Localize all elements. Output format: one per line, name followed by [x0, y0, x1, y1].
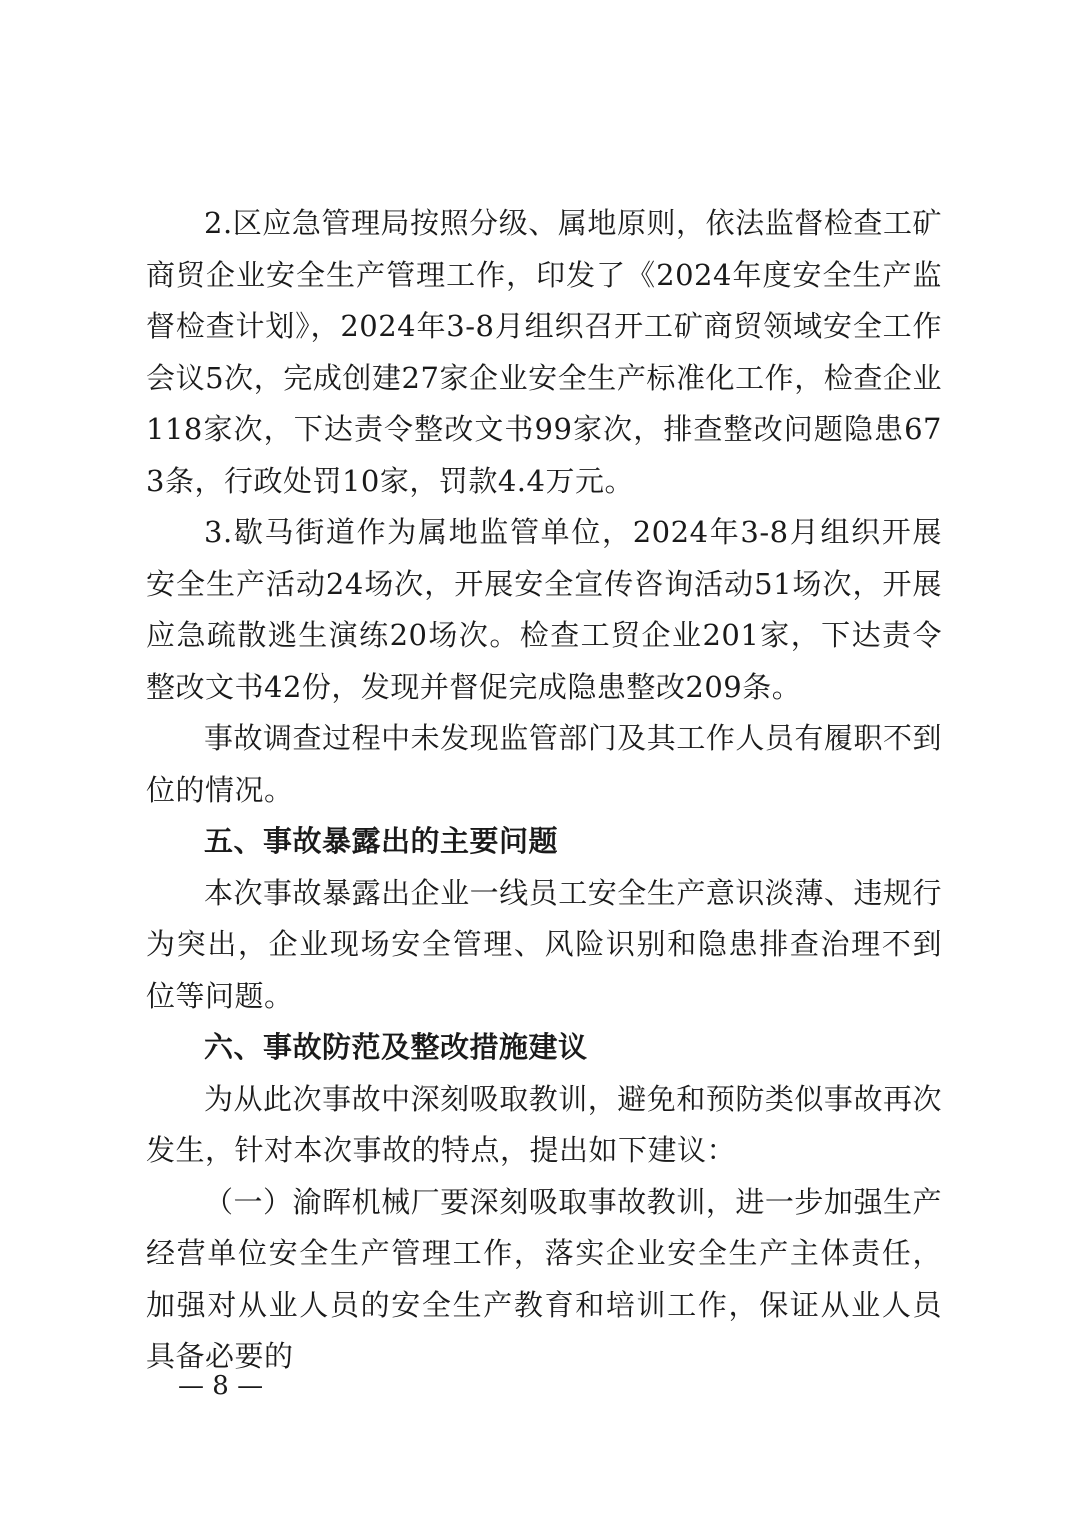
paragraph-suggestions-intro: 为从此次事故中深刻吸取教训，避免和预防类似事故再次发生，针对本次事故的特点，提出如下建议： — [146, 1081, 942, 1167]
section-heading-prevention-measures: 六、事故防范及整改措施建议 — [204, 1030, 588, 1064]
document-body — [146, 198, 942, 1383]
page-number: — 8 — — [178, 1371, 264, 1401]
section-heading-main-problems: 五、事故暴露出的主要问题 — [204, 824, 559, 858]
paragraph-exposed-problems: 本次事故暴露出企业一线员工安全生产意识淡薄、违规行为突出，企业现场安全管理、风险识别和隐患排查治理不到位等问题。 — [146, 875, 942, 1013]
paragraph-investigation-conclusion: 事故调查过程中未发现监管部门及其工作人员有履职不到位的情况。 — [146, 721, 942, 807]
paragraph-supervision-bureau: 2.区应急管理局按照分级、属地原则，依法监督检查工矿商贸企业安全生产管理工作，印发了《2024年度安全生产监督检查计划》，2024年3-8月组织召开工矿商贸领域安全工作会议5次，完成创建27家企业安全生产标准化工作，检查企业118家次，下达责令整改文书99家次，排查整改问题隐患673条，行政处罚10家，罚款4.4万元。 — [146, 206, 942, 498]
paragraph-street-office: 3.歇马街道作为属地监管单位，2024年3-8月组织开展安全生产活动24场次，开展安全宣传咨询活动51场次，开展应急疏散逃生演练20场次。检查工贸企业201家，下达责令整改文书42份，发现并督促完成隐患整改209条。 — [146, 515, 942, 704]
paragraph-suggestion-one: （一）渝晖机械厂要深刻吸取事故教训，进一步加强生产经营单位安全生产管理工作，落实企业安全生产主体责任，加强对从业人员的安全生产教育和培训工作，保证从业人员具备必要的 — [146, 1184, 942, 1373]
